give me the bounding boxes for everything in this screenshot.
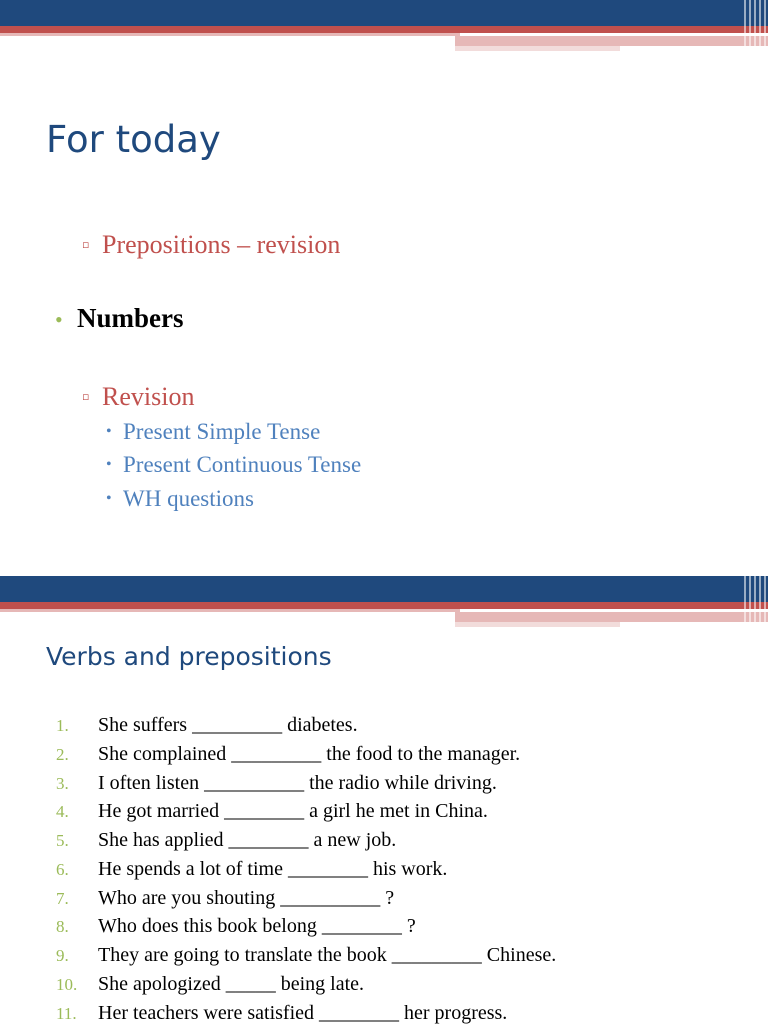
item-text: She apologized _____ being late. (98, 973, 365, 995)
item-number: 3. (56, 774, 69, 793)
item-text: They are going to translate the book _________ Chinese. (98, 944, 557, 966)
item-text: Who does this book belong ________ ? (98, 915, 416, 937)
bullet-numbers: Numbers (77, 303, 184, 333)
item-number: 6. (56, 860, 69, 879)
sub-bullet-icon: • (106, 456, 112, 473)
round-bullet-icon: • (55, 307, 63, 332)
sub-bullet-wh-questions: WH questions (123, 486, 254, 511)
slide-verbs-prepositions (0, 576, 768, 1024)
sub-bullet-icon: • (106, 423, 112, 440)
item-number: 9. (56, 946, 69, 965)
item-number: 2. (56, 745, 69, 764)
item-number: 5. (56, 831, 69, 850)
header-band (0, 0, 768, 56)
item-text: Who are you shouting __________ ? (98, 887, 395, 909)
sub-bullet-present-simple: Present Simple Tense (123, 419, 321, 444)
item-number: 8. (56, 917, 69, 936)
item-text: She complained _________ the food to the manager. (98, 743, 521, 765)
item-text: She suffers _________ diabetes. (98, 714, 358, 736)
slide-title: Verbs and prepositions (46, 642, 332, 671)
item-number: 4. (56, 802, 69, 821)
item-number: 7. (56, 889, 69, 908)
square-bullet-icon: ▫ (82, 390, 90, 403)
slide-title: For today (46, 118, 221, 161)
header-band (0, 576, 768, 632)
item-text: She has applied ________ a new job. (98, 829, 397, 851)
item-number: 1. (56, 716, 69, 735)
bullet-revision: Revision (102, 382, 195, 411)
item-text: He got married ________ a girl he met in China. (98, 800, 488, 822)
sub-bullet-icon: • (106, 490, 112, 507)
item-text: I often listen __________ the radio while driving. (98, 772, 497, 794)
item-number: 10. (56, 975, 78, 994)
square-bullet-icon: ▫ (82, 238, 90, 251)
bullet-prepositions: Prepositions – revision (102, 230, 341, 259)
item-text: Her teachers were satisfied ________ her progress. (98, 1002, 508, 1024)
sub-bullet-present-continuous: Present Continuous Tense (123, 452, 362, 477)
item-text: He spends a lot of time ________ his work. (98, 858, 448, 880)
item-number: 11. (56, 1004, 77, 1023)
